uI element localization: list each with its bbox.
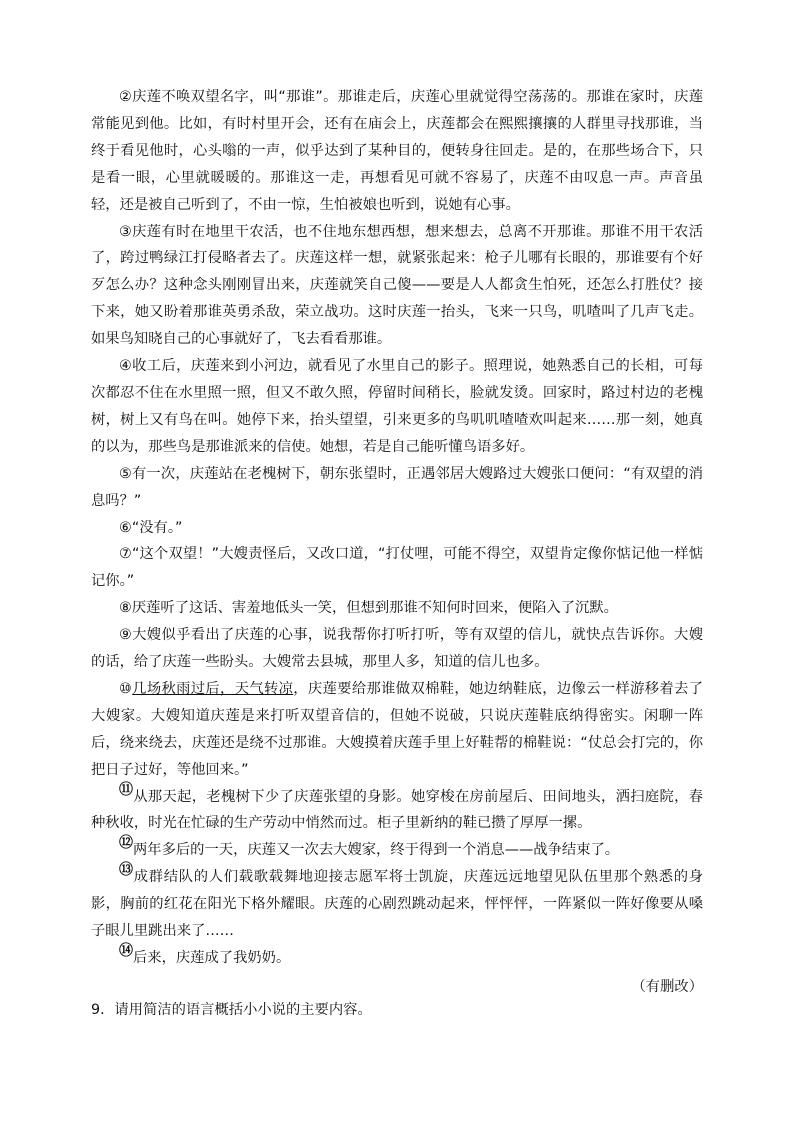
paragraph-text: 从那天起，老槐树下少了庆莲张望的身影。她穿梭在房前屋后、田间地头，洒扫庭院，春种秋收，时光在忙碌的生产劳动中悄然而过。柜子里新纳的鞋已攒了厚厚一摞。 bbox=[91, 788, 703, 832]
paragraph-text: 成群结队的人们载歌载舞地迎接志愿军将士凯旋，庆莲远远地望见队伍里那个熟悉的身影，胸前的红花在阳光下格外耀眼。庆莲的心剧烈跳动起来，怦怦怦，一阵紧似一阵好像要从嗓子眼儿里跳出来了…… bbox=[91, 869, 703, 940]
paragraph-8: ⑧厌莲听了这话、害羞地低头一笑，但想到那谁不知何时回来，便陷入了沉默。 bbox=[119, 600, 618, 617]
paragraph-text: ，庆莲要给那谁做双棉鞋，她边纳鞋底，边像云一样游移着去了大嫂家。大嫂知道庆莲是来打听双望音信的，但她不说破，只说庆莲鞋底纳得密实。闲聊一阵后，绕来绕去，庆莲还是绕不过那谁。大嫂摸着庆莲手里上好鞋帮的棉鞋说：“仗总会打完的，你把日子过好，等他回来。” bbox=[91, 680, 704, 778]
question-9: 9．请用简洁的语言概括小小说的主要内容。 bbox=[91, 1002, 372, 1018]
paragraph-4: ④收工后，庆莲来到小河边，就看见了水里自己的影子。照理说，她熟悉自己的长相，可每次都忍不住在水里照一照，但又不敢久照，停留时间稍长，脸就发烫。回家时，路过村边的老槐树，树上又有鸟在叫。她停下来，抬头望望，引来更多的鸟叽叽喳喳欢叫起来……那一刻，她真的以为，那些鸟是那谁派来的信使。她想，若是自己能听懂鸟语多好。 bbox=[91, 358, 703, 455]
passage-body bbox=[91, 84, 703, 1001]
underlined-sentence: 几场秋雨过后，天气转凉 bbox=[132, 680, 294, 697]
paragraph-14 bbox=[91, 945, 703, 972]
paragraph-number: ⑭ bbox=[119, 943, 133, 959]
paragraph-text: 后来，庆莲成了我奶奶。 bbox=[133, 950, 291, 966]
paragraph-5: ⑤有一次，庆莲站在老槐树下，朝东张望时，正遇邻居大嫂路过大嫂张口便问：“有双望的消息吗？” bbox=[91, 465, 703, 509]
paragraph-number: ⑬ bbox=[119, 862, 133, 879]
paragraph-6: ⑥“没有。” bbox=[119, 519, 183, 536]
paragraph-11 bbox=[91, 781, 703, 838]
paragraph-10 bbox=[91, 676, 703, 784]
paragraph-7: ⑦“这个双望！”大嫂责怪后，又改口道，“打仗哩，可能不得空，双望肯定像你惦记他一样惦记你。” bbox=[91, 546, 703, 590]
paragraph-13 bbox=[91, 864, 703, 945]
paragraph-3: ③庆莲有时在地里干农活，也不住地东想西想，想来想去，总离不开那谁。那谁不用干农活了，跨过鸭绿江打侵略者去了。庆莲这样一想，就紧张起来：枪子儿哪有长眼的，那谁要有个好歹怎么办？这种念头刚刚冒出来，庆莲就笑自己傻——要是人人都贪生怕死，还怎么打胜仗？接下来，她又盼着那谁英勇杀敌，荣立战功。这时庆莲一抬头，飞来一只鸟，叽喳叫了几声飞走。如果鸟知晓自己的心事就好了，飞去看看那谁。 bbox=[91, 223, 703, 348]
paragraph-2: ②庆莲不唤双望名字，叫“那谁”。那谁走后，庆莲心里就觉得空荡荡的。那谁在家时，庆莲常能见到他。比如，有时村里开会，还有在庙会上，庆莲都会在熙熙攘攘的人群里寻找那谁，当终于看见他时，心头嗡的一声，似乎达到了某种目的，便转身往回走。是的，在那些场合下，只是看一眼，心里就暖暖的。那谁这一走，再想看见可就不容易了，庆莲不由叹息一声。声音虽轻，还是被自己听到了，不由一惊，生怕被娘也听到，说她有心事。 bbox=[91, 89, 703, 213]
paragraph-number: ⑩ bbox=[119, 680, 133, 697]
paragraph-number: ⑪ bbox=[119, 781, 133, 798]
paragraph-text: 两年多后的一天，庆莲又一次去大嫂家，终于得到一个消息——战争结束了。 bbox=[133, 842, 620, 859]
source-note: （有删改） bbox=[631, 978, 703, 995]
paragraph-9: ⑨大嫂似乎看出了庆莲的心事，说我帮你打听打听，等有双望的信儿，就快点告诉你。大嫂的话，给了庆莲一些盼头。大嫂常去县城，那里人多，知道的信儿也多。 bbox=[91, 627, 703, 671]
paragraph-12 bbox=[91, 837, 703, 864]
paragraph-number: ⑫ bbox=[119, 835, 133, 852]
